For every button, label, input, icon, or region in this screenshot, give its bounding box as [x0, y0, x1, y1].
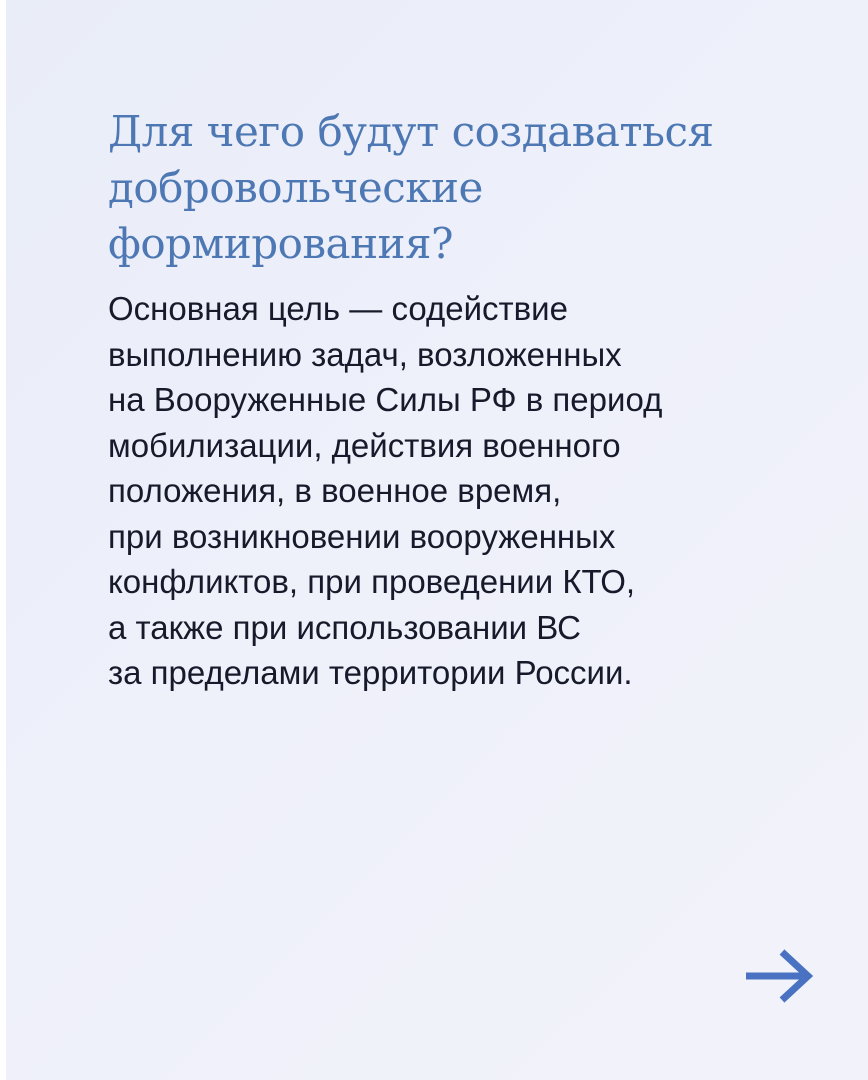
- body-line: конфликтов, при проведении КТО,: [108, 563, 636, 600]
- heading-line: формирования?: [108, 219, 454, 268]
- heading-line: добровольческие: [108, 163, 483, 212]
- body-line: при возникновении вооруженных: [108, 517, 616, 555]
- body-line: на Вооруженные Силы РФ в период: [108, 381, 663, 418]
- heading-line: Для чего будут создаваться: [108, 107, 714, 156]
- body-line: положения, в военное время,: [108, 472, 562, 509]
- slide-body-text: [108, 286, 808, 696]
- slide-heading: [108, 104, 808, 272]
- body-line: Основная цель — содействие: [108, 290, 568, 327]
- left-edge-strip: [0, 0, 6, 1080]
- body-line: выполнению задач, возложенных: [108, 335, 622, 373]
- arrow-right-icon[interactable]: [742, 944, 818, 1008]
- body-line: мобилизации, действия военного: [108, 426, 621, 464]
- body-line: за пределами территории России.: [108, 654, 633, 691]
- body-line: а также при использовании ВС: [108, 608, 581, 646]
